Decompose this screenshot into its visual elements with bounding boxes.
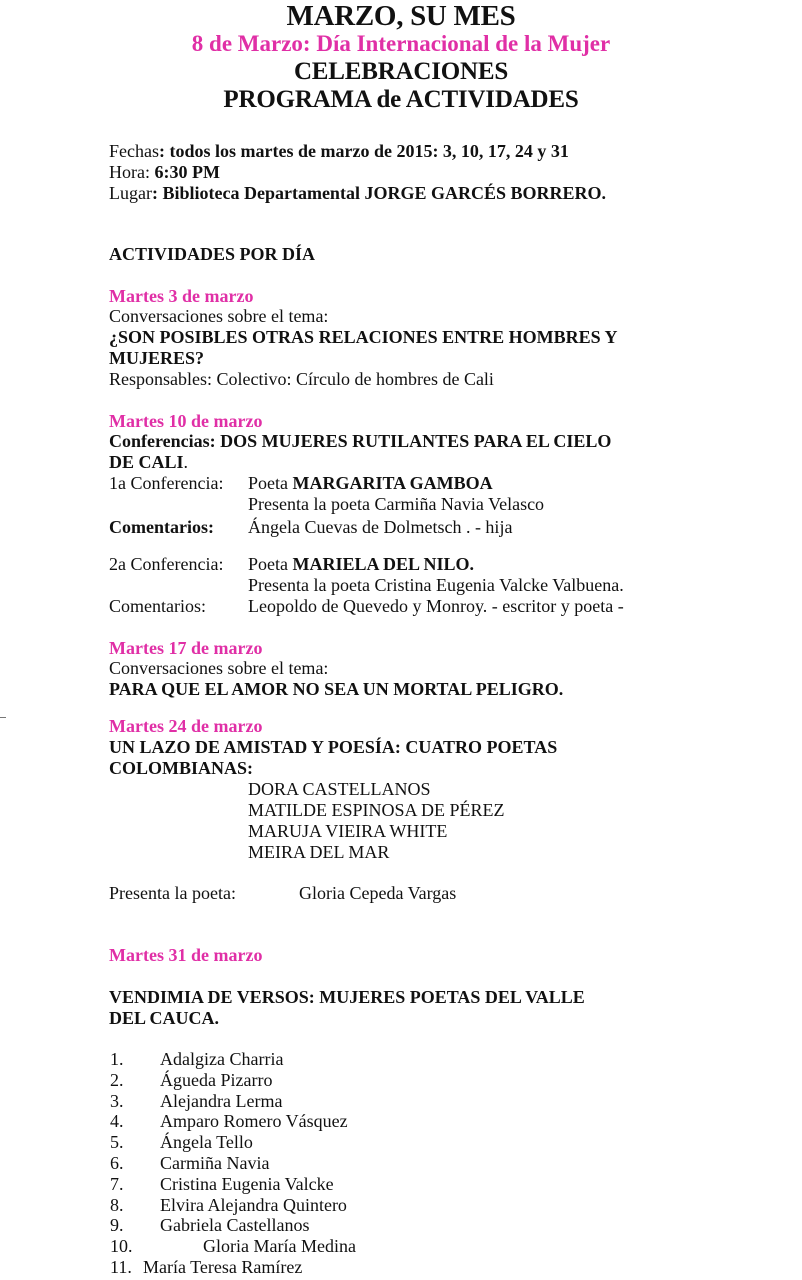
conf1-label: 1a Conferencia: [109, 473, 224, 493]
lugar-value: : Biblioteca Departamental JORGE GARCÉS BORRERO. [151, 183, 606, 203]
conf1-presenter: Presenta la poeta Carmiña Navia Velasco [248, 494, 545, 514]
day2-title-line2-dot: . [183, 452, 189, 472]
info-hora [109, 162, 220, 183]
com2-value: Leopoldo de Quevedo y Monroy. - escritor y poeta - [248, 596, 624, 616]
day4-poet: MEIRA DEL MAR [248, 842, 390, 862]
document-header [0, 2, 802, 114]
hora-value: 6:30 PM [154, 162, 220, 182]
conf2-poet [248, 554, 474, 575]
day1-intro: Conversaciones sobre el tema: [109, 306, 329, 326]
day5-title-line1: VENDIMIA DE VERSOS: MUJERES POETAS DEL VALLE [109, 987, 585, 1007]
margin-mark [0, 717, 6, 718]
com1-value: Ángela Cuevas de Dolmetsch . - hija [248, 517, 513, 537]
day1-date: Martes 3 de marzo [109, 286, 254, 306]
day5-title-line2: DEL CAUCA. [109, 1008, 220, 1028]
list-item: 9. Gabriela Castellanos [110, 1215, 310, 1236]
day5-date: Martes 31 de marzo [109, 945, 263, 965]
day1-theme-line1: ¿SON POSIBLES OTRAS RELACIONES ENTRE HOMBRES Y [109, 327, 618, 347]
day4-poet: DORA CASTELLANOS [248, 779, 431, 799]
header-line-celebraciones: CELEBRACIONES [293, 58, 509, 85]
list-item: 6. Carmiña Navia [110, 1152, 270, 1173]
day1-theme-line2: MUJERES? [109, 348, 205, 368]
conf1-poet [248, 473, 493, 494]
header-line-programa: PROGRAMA de ACTIVIDADES [223, 86, 579, 113]
com2-label: Comentarios: [109, 596, 206, 616]
list-item: 4. Amparo Romero Vásquez [110, 1111, 348, 1132]
lugar-label: Lugar [109, 183, 152, 203]
list-item: 2. Águeda Pizarro [110, 1069, 273, 1090]
day3-date: Martes 17 de marzo [109, 638, 263, 658]
fechas-value: : todos los martes de marzo de 2015: 3, 10, 17, 24 y 31 [158, 141, 569, 161]
list-item: 7. Cristina Eugenia Valcke [110, 1173, 334, 1194]
day3-theme: PARA QUE EL AMOR NO SEA UN MORTAL PELIGRO. [109, 679, 564, 699]
day1-responsables: Responsables: Colectivo: Círculo de hombres de Cali [109, 369, 494, 389]
day4-poet: MARUJA VIEIRA WHITE [248, 821, 448, 841]
day3-intro: Conversaciones sobre el tema: [109, 658, 329, 678]
conf2-label: 2a Conferencia: [109, 554, 224, 574]
day2-title-line2-text: DE CALI [109, 452, 184, 472]
conf1-prefix: Poeta [248, 473, 293, 493]
day4-presenter-label: Presenta la poeta: [109, 883, 236, 903]
conf2-name: MARIELA DEL NILO. [292, 554, 475, 574]
list-item: 1. Adalgiza Charria [110, 1049, 284, 1069]
day4-title-line1: UN LAZO DE AMISTAD Y POESÍA: CUATRO POETAS [109, 737, 558, 757]
day2-title-line2 [109, 452, 188, 473]
conf2-presenter: Presenta la poeta Cristina Eugenia Valcke Valbuena. [248, 575, 624, 595]
day4-date: Martes 24 de marzo [109, 716, 263, 736]
subtitle: 8 de Marzo: Día Internacional de la Mujer [191, 31, 611, 56]
hora-label: Hora: [109, 162, 155, 182]
list-item: 3. Alejandra Lerma [110, 1090, 283, 1111]
conf1-name: MARGARITA GAMBOA [292, 473, 493, 493]
day4-presenter-name: Gloria Cepeda Vargas [299, 883, 457, 903]
day4-title-line2: COLOMBIANAS: [109, 758, 254, 778]
list-item: 8. Elvira Alejandra Quintero [110, 1194, 347, 1215]
info-lugar [109, 183, 606, 204]
list-item: 5. Ángela Tello [110, 1132, 253, 1153]
list-item: 10. Gloria María Medina [110, 1236, 356, 1257]
main-title: MARZO, SU MES [286, 0, 516, 32]
com1-label: Comentarios: [109, 517, 214, 537]
day2-title-line1: Conferencias: DOS MUJERES RUTILANTES PARA EL CIELO [109, 431, 612, 451]
poets-list [110, 1049, 356, 1278]
fechas-label: Fechas [109, 141, 159, 161]
section-title: ACTIVIDADES POR DÍA [109, 244, 316, 264]
day4-poet: MATILDE ESPINOSA DE PÉREZ [248, 800, 505, 820]
info-fechas [109, 141, 569, 162]
conf2-prefix: Poeta [248, 554, 293, 574]
day2-date: Martes 10 de marzo [109, 411, 263, 431]
list-item: 11. María Teresa Ramírez [110, 1256, 303, 1277]
